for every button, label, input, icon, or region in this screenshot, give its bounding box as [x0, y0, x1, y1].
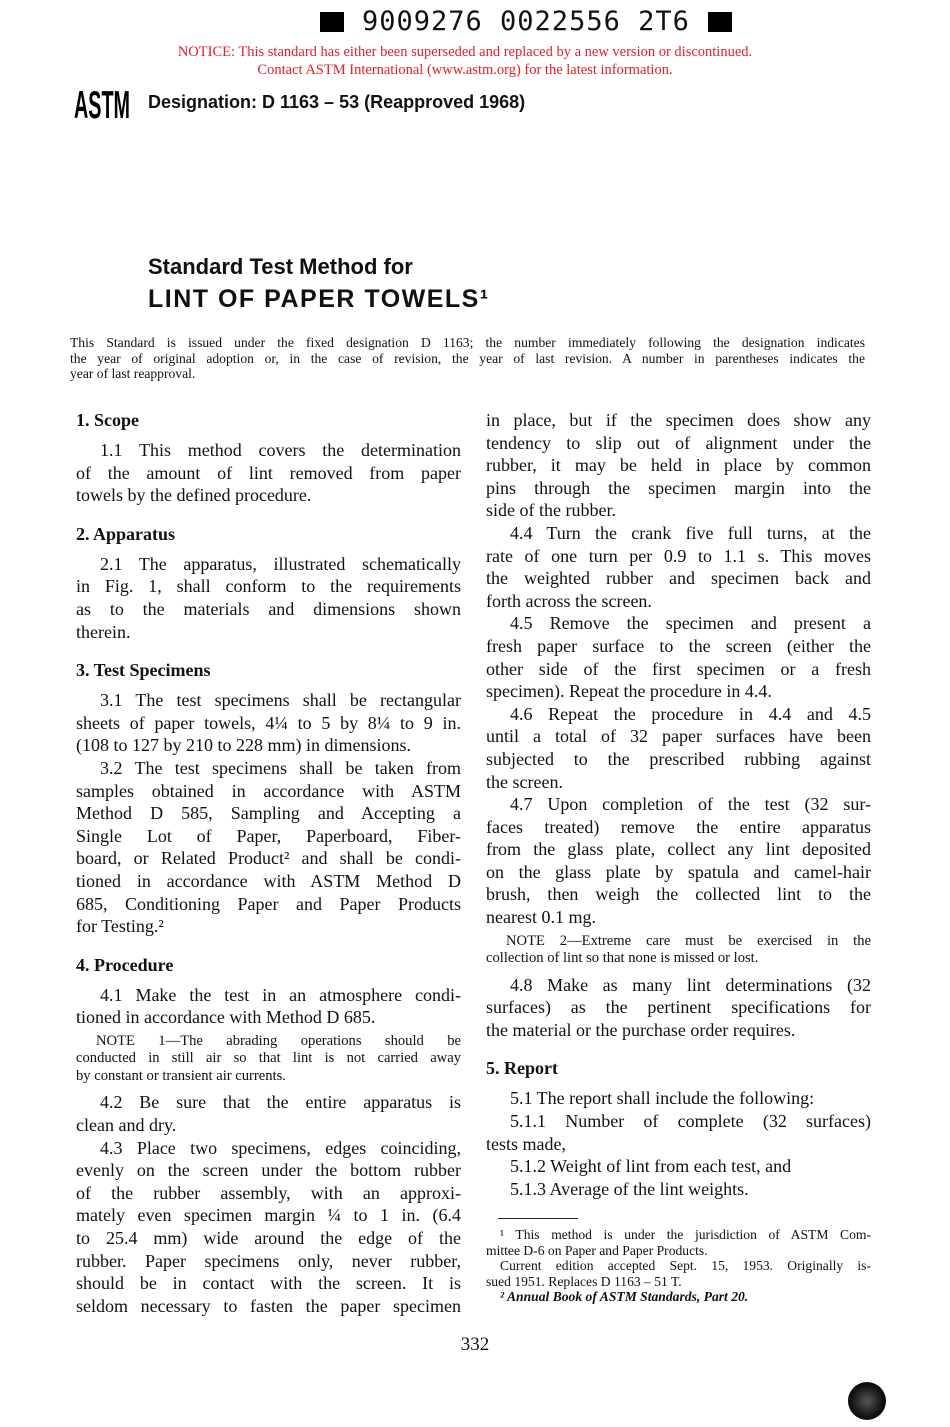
section-heading: 4. Procedure: [76, 954, 174, 975]
text-line: as to the materials and dimensions shown: [76, 598, 461, 619]
paragraph: [486, 1087, 871, 1110]
notice-line-2: Contact ASTM International (www.astm.org) for the latest information.: [257, 62, 673, 78]
paragraph: [486, 612, 871, 702]
footnote: [486, 1258, 871, 1289]
text-line: mately even specimen margin ¼ to 1 in. (6.4: [76, 1205, 461, 1226]
text-line: tioned in accordance with ASTM Method D: [76, 870, 461, 891]
text-line: board, or Related Product² and shall be condi-: [76, 848, 461, 869]
text-line: 4.1 Make the test in an atmosphere condi-: [100, 984, 461, 1005]
note: [486, 933, 871, 968]
paragraph: [486, 409, 871, 522]
text-line: 5.1 The report shall include the following:: [510, 1088, 815, 1109]
text-line: rate of one turn per 0.9 to 1.1 s. This moves: [486, 545, 871, 566]
paragraph: [76, 553, 461, 643]
text-line: 4.6 Repeat the procedure in 4.4 and 4.5: [510, 703, 871, 724]
astm-logo: [72, 66, 132, 132]
text-line: 4.8 Make as many lint determinations (32: [510, 974, 871, 995]
intro-paragraph: [70, 335, 865, 382]
text-line: faces treated) remove the entire apparatus: [486, 816, 871, 837]
text-line: the material or the purchase order requires.: [486, 1019, 796, 1040]
paragraph: [76, 984, 461, 1029]
text-line: in place, but if the specimen does show any: [486, 410, 871, 430]
text-line: brush, then weigh the collected lint to the: [486, 884, 871, 905]
text-line: 3.1 The test specimens shall be rectangular: [100, 690, 461, 711]
text-line: side of the rubber.: [486, 500, 616, 521]
paragraph: [486, 522, 871, 612]
text-line: sheets of paper towels, 4¼ to 5 by 8¼ to 9 in.: [76, 712, 461, 733]
barcode-strip: [320, 6, 732, 37]
designation: Designation: D 1163 – 53 (Reapproved 1968): [148, 92, 526, 112]
text-line: 5.1.3 Average of the lint weights.: [510, 1178, 749, 1199]
text-line: surfaces) as the pertinent specifications for: [486, 997, 871, 1018]
text-line: 4.3 Place two specimens, edges coinciding,: [100, 1137, 461, 1158]
text-line: clean and dry.: [76, 1114, 177, 1135]
right-column: [486, 409, 871, 1305]
text-line: NOTE 2—Extreme care must be exercised in the: [506, 932, 871, 949]
text-line: the year of original adoption or, in the case of revision, the year of last revision. A number in parentheses indicates the: [70, 350, 865, 366]
section-heading: 3. Test Specimens: [76, 660, 211, 681]
text-line: Single Lot of Paper, Paperboard, Fiber-: [76, 825, 461, 846]
text-line: the weighted rubber and specimen back and: [486, 568, 871, 589]
text-line: to 25.4 mm) wide around the edge of the: [76, 1227, 461, 1248]
text-line: This Standard is issued under the fixed designation D 1163; the number immediately following the designation indicates: [70, 335, 865, 350]
text-line: specimen). Repeat the procedure in 4.4.: [486, 681, 772, 702]
footnote: [486, 1227, 871, 1258]
text-line: for Testing.²: [76, 916, 164, 937]
text-line: 2.1 The apparatus, illustrated schematically: [100, 553, 461, 574]
text-line: subjected to the prescribed rubbing against: [486, 748, 871, 769]
page-number: 332: [460, 1334, 490, 1355]
section-heading: 5. Report: [486, 1058, 558, 1079]
text-line: by constant or transient air currents.: [76, 1067, 286, 1084]
paragraph: [76, 1137, 461, 1318]
text-line: (108 to 127 by 210 to 228 mm) in dimensions.: [76, 735, 411, 756]
barcode-mark-right: [708, 12, 732, 32]
text-line: of the rubber assembly, with an approxi-: [76, 1182, 461, 1203]
barcode-mark-left: [320, 12, 344, 32]
text-line: from the glass plate, collect any lint deposited: [486, 839, 871, 860]
paragraph: [76, 757, 461, 938]
text-line: in Fig. 1, shall conform to the requirements: [76, 576, 461, 597]
paragraph: [76, 1091, 461, 1136]
footnote: [486, 1289, 871, 1305]
text-line: tioned in accordance with Method D 685.: [76, 1007, 376, 1028]
text-line: seldom necessary to fasten the paper specimen: [76, 1295, 461, 1316]
paragraph: [76, 689, 461, 757]
notice-line-1: NOTICE: This standard has either been superseded and replaced by a new version or discontinued.: [177, 44, 753, 60]
text-line: evenly on the screen under the bottom rubber: [76, 1160, 461, 1181]
title-line-1: Standard Test Method for: [148, 254, 413, 279]
svg-text:ASTM: ASTM: [74, 84, 130, 127]
text-line: rubber, it may be held in place by common: [486, 455, 871, 476]
text-line: 5.1.1 Number of complete (32 surfaces): [510, 1111, 871, 1132]
paragraph: [486, 703, 871, 793]
text-line: of the amount of lint removed from paper: [76, 462, 461, 483]
text-line: 685, Conditioning Paper and Paper Products: [76, 893, 461, 914]
text-line: tendency to slip out of alignment under the: [486, 432, 871, 453]
text-line: sued 1951. Replaces D 1163 – 51 T.: [486, 1273, 682, 1289]
text-line: therein.: [76, 621, 131, 642]
section-heading: 2. Apparatus: [76, 523, 176, 544]
seal-mark: [848, 1382, 886, 1420]
section-heading: 1. Scope: [76, 410, 139, 430]
text-line: on the glass plate by spatula and camel-hair: [486, 861, 871, 882]
text-line: tests made,: [486, 1133, 566, 1154]
footnote-divider: [498, 1218, 578, 1219]
text-line: should be in contact with the screen. It is: [76, 1273, 461, 1294]
text-line: Method D 585, Sampling and Accepting a: [76, 803, 461, 824]
text-line: collection of lint so that none is missed or lost.: [486, 950, 759, 967]
left-column: [76, 409, 461, 1317]
text-line: 4.4 Turn the crank five full turns, at the: [510, 522, 871, 543]
text-line: rubber. Paper specimens only, never rubber,: [76, 1250, 461, 1271]
text-line: the screen.: [486, 771, 563, 792]
text-line: 4.2 Be sure that the entire apparatus is: [100, 1092, 461, 1113]
text-line: samples obtained in accordance with ASTM: [76, 780, 461, 801]
text-line: other side of the first specimen or a fresh: [486, 658, 871, 679]
text-line: conducted in still air so that lint is not carried away: [76, 1050, 461, 1067]
text-line: 3.2 The test specimens shall be taken from: [100, 757, 461, 778]
text-line: NOTE 1—The abrading operations should be: [96, 1032, 461, 1049]
paragraph: [486, 974, 871, 1042]
text-line: 1.1 This method covers the determination: [100, 440, 461, 460]
text-line: until a total of 32 paper surfaces have been: [486, 726, 871, 747]
paragraph: [486, 1178, 871, 1201]
text-line: 5.1.2 Weight of lint from each test, and: [510, 1156, 792, 1177]
text-line: 4.5 Remove the specimen and present a: [510, 613, 871, 634]
text-line: forth across the screen.: [486, 590, 652, 611]
text-line: 4.7 Upon completion of the test (32 sur-: [510, 794, 871, 815]
paragraph: [486, 793, 871, 929]
paragraph: [486, 1110, 871, 1155]
text-line: mittee D-6 on Paper and Paper Products.: [486, 1242, 708, 1258]
text-line: ² Annual Book of ASTM Standards, Part 20.: [500, 1289, 749, 1305]
paragraph: [76, 439, 461, 507]
note: [76, 1033, 461, 1086]
paragraph: [486, 1155, 871, 1178]
text-line: Current edition accepted Sept. 15, 1953. Originally is-: [500, 1258, 871, 1274]
text-line: towels by the defined procedure.: [76, 485, 312, 506]
text-line: year of last reapproval.: [70, 366, 196, 381]
text-line: pins through the specimen margin into the: [486, 477, 871, 498]
text-line: fresh paper surface to the screen (either the: [486, 635, 871, 656]
barcode-text: 9009276 0022556 2T6: [362, 6, 690, 37]
title-line-2: LINT OF PAPER TOWELS¹: [148, 285, 490, 313]
text-line: ¹ This method is under the jurisdiction of ASTM Com-: [500, 1227, 871, 1243]
text-line: nearest 0.1 mg.: [486, 907, 596, 928]
